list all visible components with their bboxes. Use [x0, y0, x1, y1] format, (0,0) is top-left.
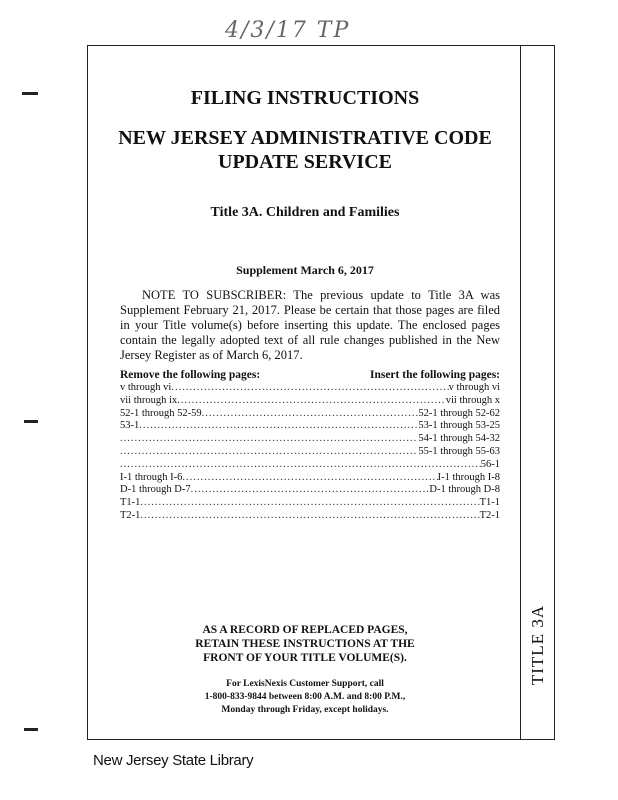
heading-update-service: UPDATE SERVICE	[218, 151, 392, 173]
heading-filing-instructions: FILING INSTRUCTIONS	[190, 87, 420, 109]
remove-pages: I-1 through I-6	[120, 471, 183, 483]
heading-nj-admin-code: NEW JERSEY ADMINISTRATIVE CODE	[118, 127, 492, 149]
insert-pages: v through vi	[448, 382, 500, 393]
list-item	[120, 420, 500, 433]
insert-pages: 56-1	[480, 458, 500, 470]
supplement-date: Supplement March 6, 2017	[236, 263, 374, 277]
list-item	[120, 497, 500, 510]
list-item	[120, 459, 500, 472]
remove-pages: 52-1 through 52-59	[120, 407, 202, 419]
support-line-1: For LexisNexis Customer Support, call	[226, 679, 384, 689]
record-line-2: RETAIN THESE INSTRUCTIONS AT THE	[195, 638, 415, 650]
list-item	[120, 408, 500, 421]
list-item	[120, 484, 500, 497]
remove-pages: 53-1	[120, 420, 140, 432]
remove-pages: T1-1	[120, 497, 141, 509]
punch-mark-top	[22, 92, 38, 95]
punch-mark-middle	[24, 420, 38, 423]
remove-pages: v through vi	[120, 382, 172, 393]
insert-pages: D-1 through D-8	[429, 484, 500, 496]
record-instructions	[100, 623, 510, 665]
support-line-3: Monday through Friday, except holidays.	[221, 705, 389, 715]
insert-pages: T2-1	[479, 509, 500, 521]
list-item	[120, 382, 500, 395]
remove-pages: vii through ix	[120, 394, 178, 406]
list-item	[120, 472, 500, 485]
insert-pages: 55-1 through 55-63	[418, 445, 500, 457]
insert-pages: T1-1	[479, 497, 500, 509]
insert-pages: 54-1 through 54-32	[418, 433, 500, 445]
list-item	[120, 395, 500, 408]
title-line: Title 3A. Children and Families	[210, 205, 400, 220]
list-item	[120, 446, 500, 459]
list-item	[120, 433, 500, 446]
insert-pages: 52-1 through 52-62	[418, 407, 500, 419]
record-line-1: AS A RECORD OF REPLACED PAGES,	[202, 624, 408, 636]
customer-support-info	[100, 678, 510, 717]
remove-pages: D-1 through D-7	[120, 484, 191, 496]
insert-pages: I-1 through I-8	[437, 471, 500, 483]
page-list	[120, 382, 500, 523]
insert-header: Insert the following pages:	[369, 369, 500, 381]
spine-label: TITLE 3A	[528, 604, 548, 686]
spine-tab	[523, 600, 553, 690]
insert-pages: 53-1 through 53-25	[418, 420, 500, 432]
subscriber-note: NOTE TO SUBSCRIBER: The previous update to Title 3A was Supplement February 21, 2017. Please be certain that those pages are filed in your Title volume(s) before inserting this update. The enclosed pages contain the legally adopted text of all rule changes published in the New Jersey Register as of March 6, 2017.	[120, 288, 500, 362]
punch-mark-bottom	[24, 728, 38, 731]
record-line-3: FRONT OF YOUR TITLE VOLUME(S).	[203, 652, 407, 664]
support-line-2: 1-800-833-9844 between 8:00 A.M. and 8:00 P.M.,	[204, 692, 406, 702]
handwritten-date-note: 4/3/17 TP	[225, 18, 351, 43]
library-stamp: New Jersey State Library	[93, 752, 254, 769]
remove-header: Remove the following pages:	[120, 369, 261, 381]
insert-pages: vii through x	[445, 394, 500, 406]
spine-divider	[520, 45, 521, 740]
remove-pages: T2-1	[120, 509, 141, 521]
list-item	[120, 510, 500, 523]
column-headers	[120, 369, 500, 381]
